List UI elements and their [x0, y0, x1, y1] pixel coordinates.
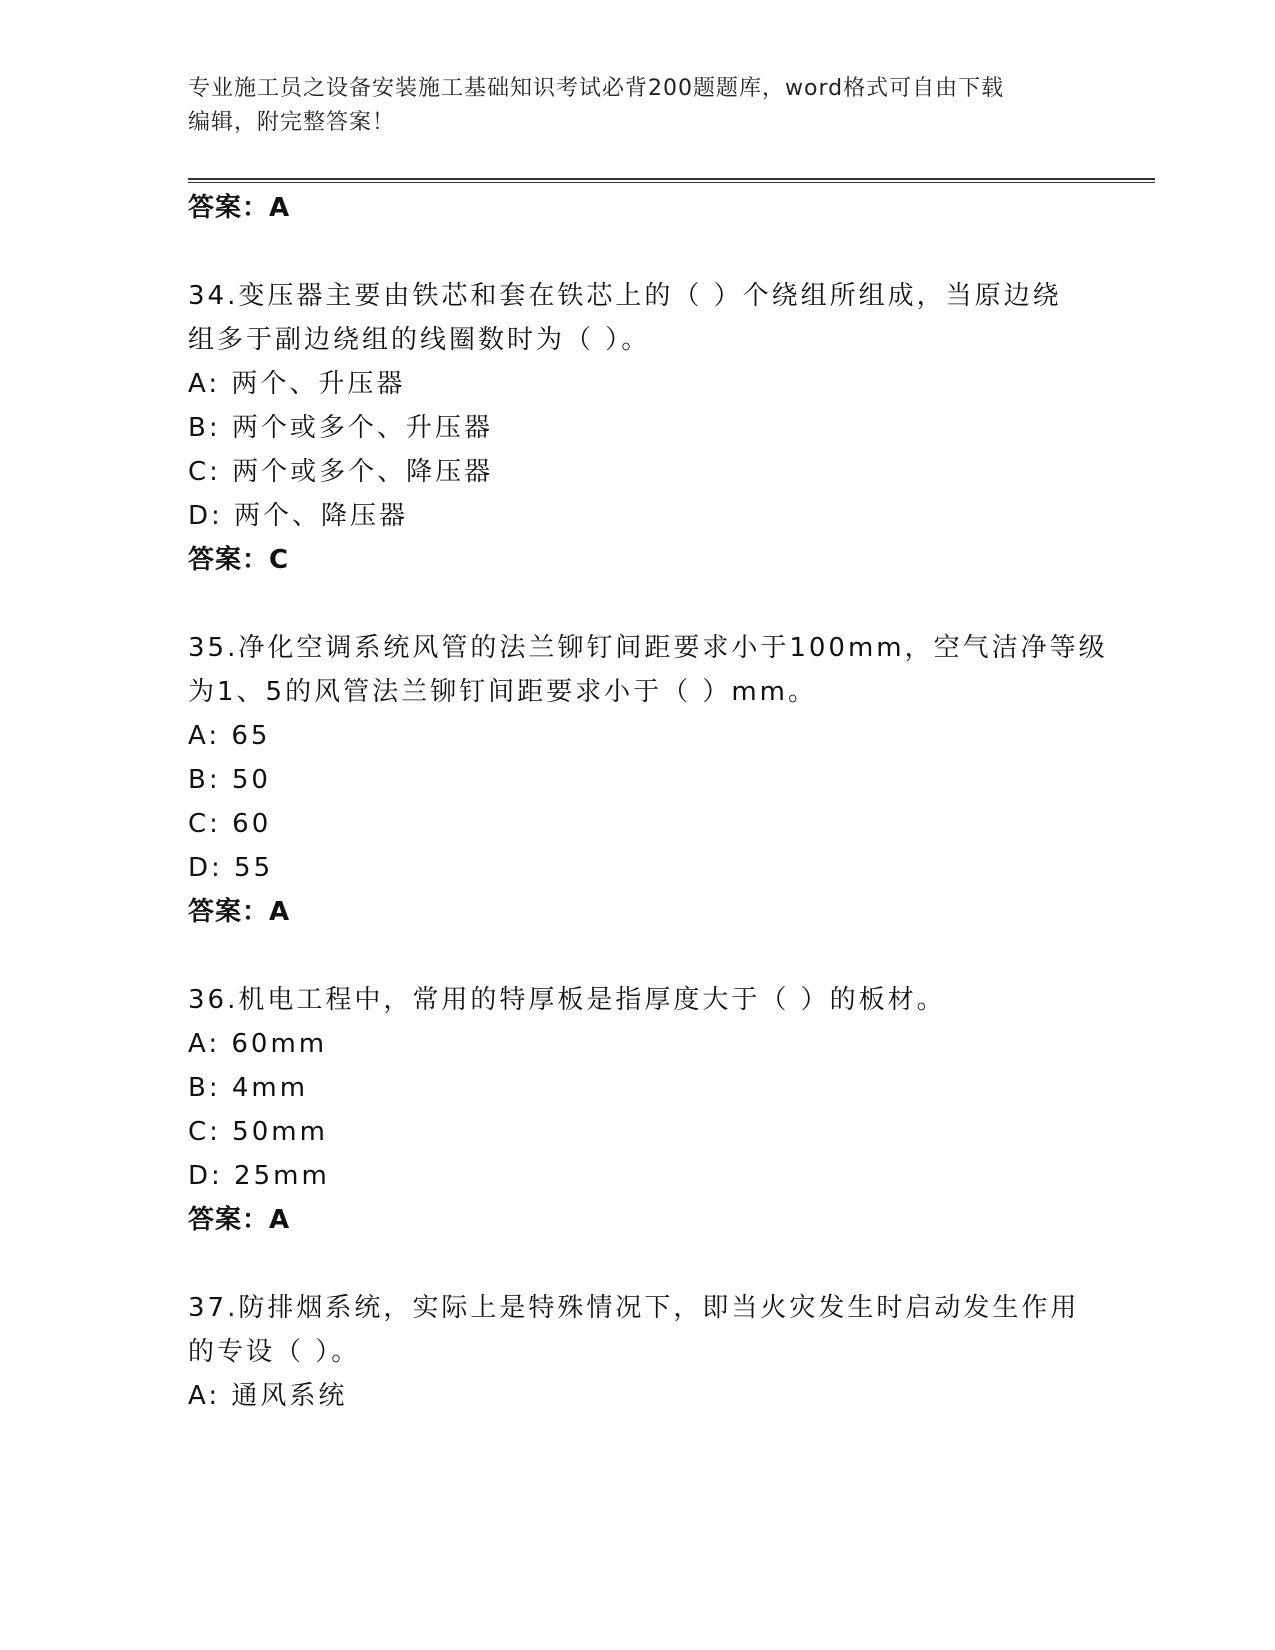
header-line-1: 专业施工员之设备安装施工基础知识考试必背200题题库，word格式可自由下载: [188, 76, 1005, 101]
header-line-2: 编辑，附完整答案！: [188, 110, 396, 135]
answer: 答案：A: [188, 1205, 291, 1235]
option-c: C: 60: [188, 809, 272, 839]
option-d: D: 25mm: [188, 1161, 330, 1191]
option-a: A: 通风系统: [188, 1381, 348, 1411]
question-stem: 组多于副边绕组的线圈数时为（ ）。: [188, 325, 651, 355]
option-b: B: 两个或多个、升压器: [188, 413, 493, 443]
header-divider: [188, 178, 1155, 183]
option-b: B: 4mm: [188, 1073, 309, 1103]
option-d: D: 55: [188, 853, 274, 883]
option-a: A: 60mm: [188, 1029, 328, 1059]
option-a: A: 65: [188, 721, 271, 751]
answer: 答案：A: [188, 897, 291, 927]
question-stem: 36.机电工程中，常用的特厚板是指厚度大于（ ）的板材。: [188, 985, 946, 1015]
page-header: [188, 72, 1088, 140]
option-d: D: 两个、降压器: [188, 501, 409, 531]
question-stem: 的专设（ ）。: [188, 1337, 361, 1367]
answer-previous: 答案：A: [188, 193, 291, 223]
answer: 答案：C: [188, 545, 290, 575]
option-c: C: 50mm: [188, 1117, 328, 1147]
question-stem: 34.变压器主要由铁芯和套在铁芯上的（ ）个绕组所组成，当原边绕: [188, 281, 1062, 311]
question-stem: 37.防排烟系统，实际上是特殊情况下，即当火灾发生时启动发生作用: [188, 1293, 1080, 1323]
question-stem: 为1、5的风管法兰铆钉间距要求小于（ ）mm。: [188, 677, 818, 707]
option-c: C: 两个或多个、降压器: [188, 457, 494, 487]
question-stem: 35.净化空调系统风管的法兰铆钉间距要求小于100mm，空气洁净等级: [188, 633, 1108, 663]
option-b: B: 50: [188, 765, 271, 795]
option-a: A: 两个、升压器: [188, 369, 406, 399]
